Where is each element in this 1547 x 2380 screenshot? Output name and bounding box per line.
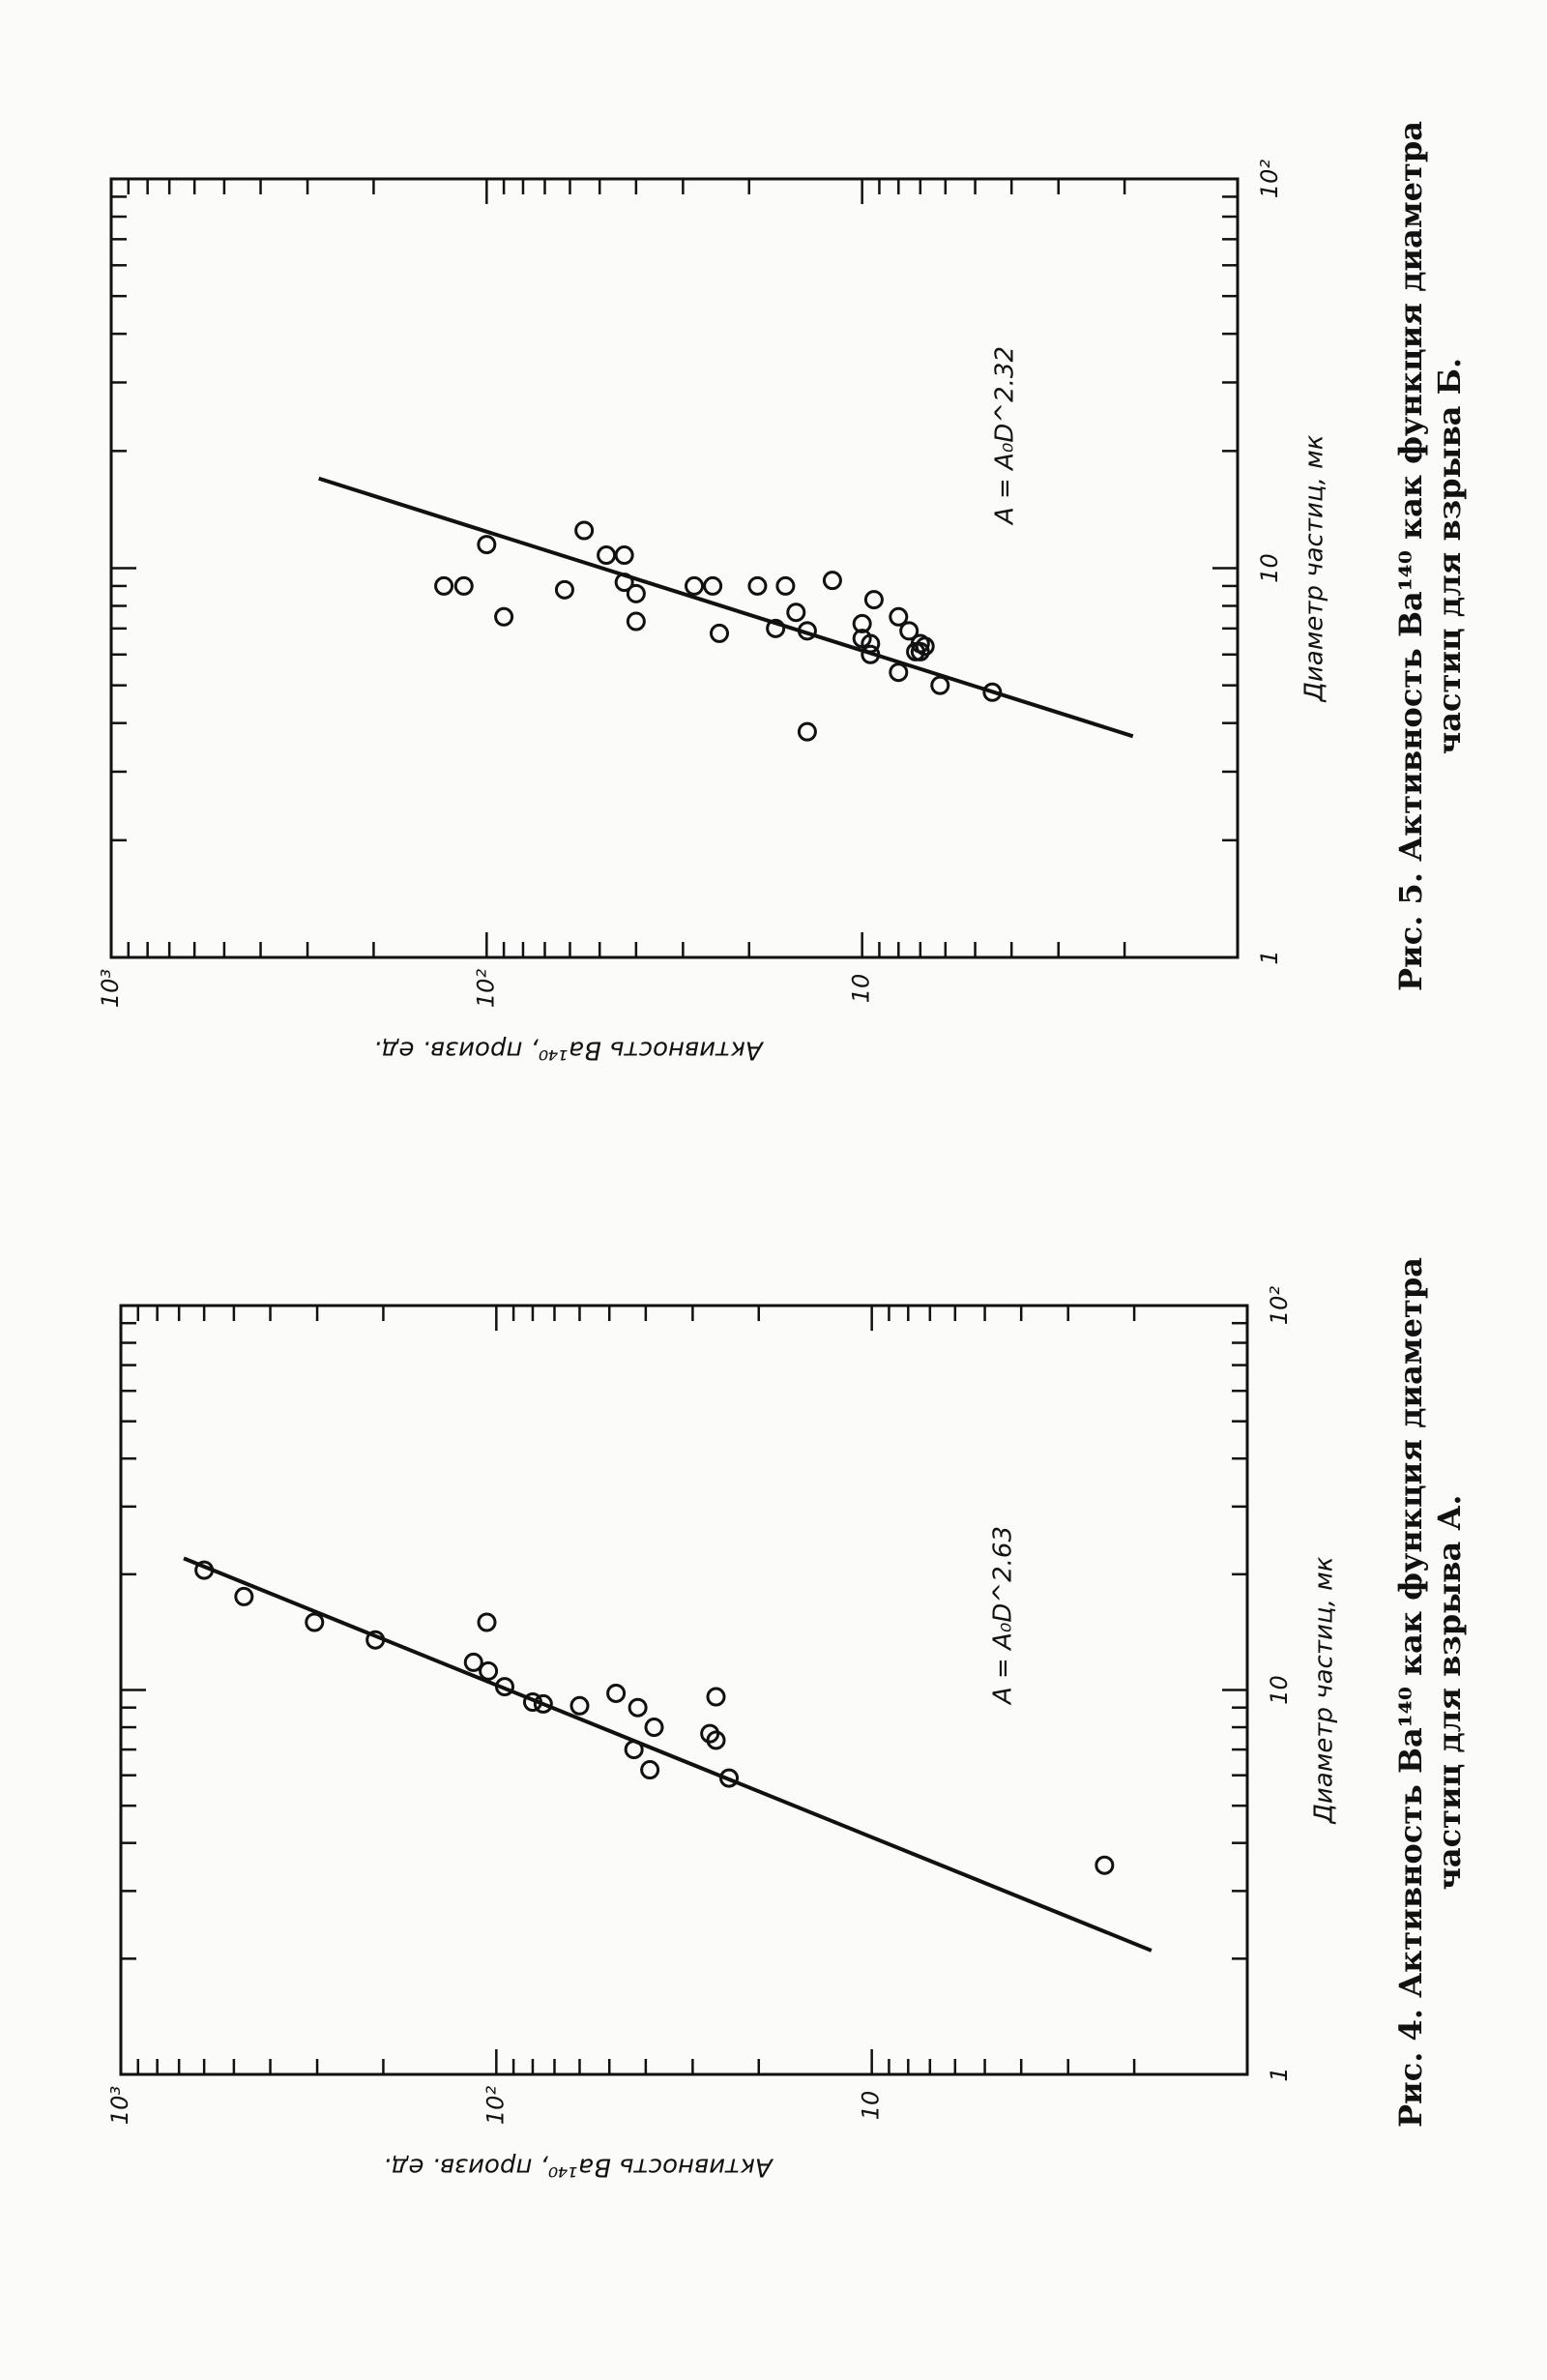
fig4-y-tick-label: 10 [857, 2090, 885, 2121]
fig5-data-point [712, 625, 728, 641]
fig4-caption-line1: Рис. 4. Активность Ba¹⁴⁰ как функция диаметра [1392, 1257, 1429, 2128]
fig5-data-point [576, 522, 593, 539]
fig5-data-point [479, 537, 495, 553]
fig4-x-tick-label: 10 [1266, 1675, 1293, 1705]
fig4-caption [1392, 1257, 1468, 2128]
fig4-data-point [236, 1588, 252, 1604]
fig5-caption-line2: частиц для взрыва Б. [1431, 357, 1468, 755]
fig4-fit-annotation: A = A₀D^2.63 [988, 1525, 1018, 1705]
fig5-data-point [890, 664, 907, 681]
fig5-chart [97, 121, 1468, 1065]
fig5-data-point [556, 581, 572, 598]
fig4-chart [106, 1257, 1468, 2182]
fig5-x-tick-label: 1 [1256, 950, 1283, 965]
fig5-fit-annotation: A = A₀D^2.32 [990, 345, 1020, 525]
fig5-data-point [777, 577, 794, 594]
fig5-y-tick-label: 10 [847, 973, 875, 1004]
fig5-data-point [496, 608, 512, 625]
fig4-data-point [481, 1662, 497, 1679]
fig4-y-axis-label: Активность Ba¹⁴⁰, произв. ед. [383, 2152, 773, 2182]
fig5-data-point [455, 577, 472, 594]
fig4-data-point [479, 1614, 495, 1631]
fig4-y-tick-label: 10² [482, 2085, 510, 2126]
fig5-data-point [436, 577, 452, 594]
fig4-data-point [1096, 1857, 1113, 1873]
fig5-plot-frame [111, 179, 1238, 957]
fig5-data-point [598, 547, 615, 564]
fig4-data-point [708, 1689, 724, 1705]
fig5-data-point [686, 577, 703, 594]
fig5-data-point [788, 604, 804, 621]
fig5-x-tick-label: 10 [1256, 553, 1283, 583]
fig4-caption-line2: частиц для взрыва А. [1431, 1494, 1468, 1891]
fig5-data-point [705, 577, 721, 594]
fig5-data-point [799, 723, 815, 740]
fig4-x-tick-label: 10² [1266, 1285, 1293, 1326]
fig5-data-point [749, 577, 766, 594]
fig5-caption-line1: Рис. 5. Активность Ba¹⁴⁰ как функция диаметра [1392, 121, 1429, 991]
fig5-data-point [628, 585, 644, 602]
fig4-plot-frame [121, 1306, 1247, 2074]
fig4-x-axis-label: Диаметр частиц, мк [1309, 1556, 1339, 1824]
fig5-data-point [616, 547, 632, 564]
fig4-data-point [642, 1762, 658, 1778]
fig5-caption [1392, 121, 1468, 991]
fig5-data-point [865, 592, 882, 608]
fig5-y-tick-label: 10² [472, 968, 500, 1009]
fig5-data-point [932, 677, 949, 693]
fig4-data-point [306, 1614, 323, 1631]
fig4-y-tick-label: 10³ [106, 2085, 133, 2126]
fig5-data-point [628, 613, 644, 630]
fig4-data-point [646, 1719, 662, 1736]
fig4-data-point [626, 1742, 642, 1758]
fig5-y-axis-label: Активность Ba¹⁴⁰, произв. ед. [373, 1035, 763, 1065]
fig5-x-axis-label: Диаметр частиц, мк [1299, 434, 1329, 702]
fig4-x-tick-label: 1 [1266, 2067, 1293, 2082]
fig4-data-point [629, 1699, 646, 1716]
fig4-data-point [571, 1697, 588, 1714]
fig5-x-tick-label: 10² [1256, 159, 1283, 199]
fig5-data-point [824, 573, 840, 589]
fig5-y-tick-label: 10³ [97, 968, 124, 1009]
fig4-data-point [608, 1685, 625, 1701]
